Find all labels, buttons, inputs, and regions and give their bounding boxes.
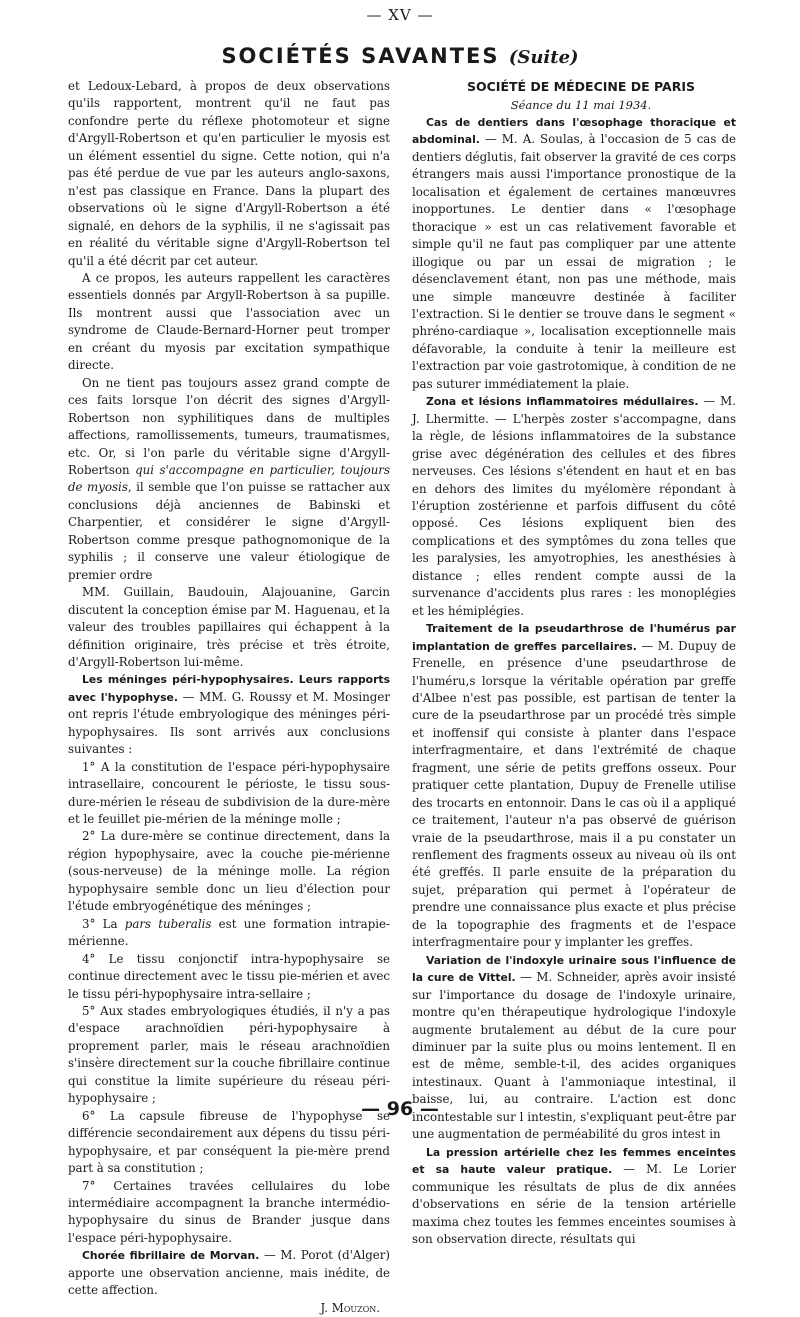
conclusion-text: 3° La <box>82 916 125 931</box>
paragraph: MM. Guillain, Baudouin, Alajouanine, Garcin discutent la conception émise par M. Haguenau, et la valeur des troubles papillaires qui échappent à la définition originaire, très précise et très étroite, d'Argyll-Robertson lui-même. <box>68 585 390 669</box>
page-title-text: SOCIÉTÉS SAVANTES <box>221 44 500 68</box>
paragraph-text: , il semble que l'on puisse se rattacher aux conclusions déjà anciennes de Babinski et Charpentier, et considérer le signe d'Argyll-Robertson comme presque pathognomonique de la syphilis ; il conserve une valeur étiologique de premier ordre <box>68 480 390 582</box>
emphasis-text: pars tuberalis <box>124 916 212 931</box>
conclusion-item: 7° Certaines travées cellulaires du lobe intermédiaire accompagnent la branche intermédio-hypophysaire du sinus de Brander jusque dans l'espace péri-hypophysaire. <box>68 1178 390 1245</box>
left-column <box>68 78 391 1315</box>
paragraph: A ce propos, les auteurs rappellent les caractères essentiels donnés par Argyll-Robertson à sa pupille. Ils montrent aussi que l'association avec un syndrome de Claude-Bernard-Horner peut tromper en créant du myosis par excitation sympathique directe. <box>68 270 390 373</box>
article-entry <box>68 671 390 758</box>
article-text: — MM. G. Roussy et M. Mosinger ont repris l'étude embryologique des méninges péri-hypophysaires. Ils sont arrivés aux conclusions suivantes : <box>68 689 390 757</box>
conclusion-item: 1° A la constitution de l'espace péri-hypophysaire intrasellaire, concourent le périoste, le tissu sous-dure-mérien le réseau de subdivision de la dure-mère et le feuillet pie-mérien de la méninge molle ; <box>68 759 390 827</box>
emphasis-text: qui s'accompagne en particulier, toujours de myosis <box>68 462 390 495</box>
article-title: Chorée fibrillaire de Morvan. <box>82 1249 260 1263</box>
article-text: — M. J. Lhermitte. — L'herpès zoster s'accompagne, dans la règle, de lésions inflammatoires de la substance grise avec dégénération des cellules et des fibres nerveuses. Ces lésions s'étendent en haut et en bas en dehors des limites du myélomère répondant à l'éruption zostérienne et parfois diffusent du côté opposé. Ces lésions expliquent bien des complications et des symptômes du zona telles que les paralysies, les amyotrophies, les anesthésies à distance ; elles rendent compte aussi de la survenance d'accidents plus rares : les monoplégies et les hémiplégies. <box>412 394 736 618</box>
session-date: Séance du 11 mai 1934. <box>510 98 652 112</box>
page-title-suite: (Suite) <box>508 47 579 68</box>
article-title: Zona et lésions inflammatoires médullaires. <box>426 395 699 409</box>
author-signature: J. Mouzon. <box>320 1300 380 1315</box>
article-text: — M. A. Soulas, à l'occasion de 5 cas de dentiers déglutis, fait observer la gravité de ces corps étrangers mais aussi l'importance pronostique de la localisation et également de certaines manœuvres inopportunes. Le dentier dans « l'œsophage thoracique » est un cas relativement favorable et simple qu'il ne faut pas compliquer par une attente illogique ou par un essai de migration ; le désenclavement étant, non pas une méthode, mais une simple manœuvre destinée à faciliter l'extraction. Si le dentier se trouve dans le segment « phréno-cardiaque », localisation exceptionnelle mais défavorable, la conduite à tenir la meilleure est l'extraction par voie gastrotomique, à condition de ne pas suturer immédiatement la plaie. <box>412 132 736 391</box>
article-title: Les méninges péri-hypophysaires. Leurs rapports avec l'hypophyse. <box>68 673 390 704</box>
conclusion-item: 2° La dure-mère se continue directement, dans la région hypophysaire, avec la couche pie-mérienne (sous-nerveuse) de la méninge molle. La région hypophysaire semble donc un lieu d'élection pour l'étude embryogénétique des méninges ; <box>68 829 390 914</box>
paragraph: et Ledoux-Lebard, à propos de deux observations qu'ils rapportent, montrent qu'il ne faut pas confondre perte du réflexe photomoteur et signe d'Argyll-Robertson et qu'en particulier le myosis est un élément essentiel du signe. Cette notion, qui n'a pas été perdue de vue par les auteurs anglo-saxons, n'est pas classique en France. Dans la plupart des observations où le signe d'Argyll-Robertson a été signalé, en dehors de la syphilis, il ne s'agissait pas en réalité du véritable signe d'Argyll-Robertson tel qu'il a été décrit par cet auteur. <box>68 79 390 268</box>
article-entry <box>68 1247 390 1299</box>
page-title <box>0 44 800 68</box>
article-entry <box>412 620 736 952</box>
article-entry <box>412 1144 736 1249</box>
article-title: Cas de dentiers dans l'œsophage thoracique et abdominal. <box>412 116 736 147</box>
conclusion-item: 6° La capsule fibreuse de l'hypophyse se différencie secondairement aux dépens du tissu péri-hypophysaire, et par conséquent la pie-mère prend part à sa constitution ; <box>68 1108 390 1176</box>
article-title: La pression artérielle chez les femmes enceintes et sa haute valeur pratique. <box>412 1145 736 1177</box>
article-text: — M. Le Lorier communique les résultats de plus de dix années d'observations en série de la tension artérielle maxima chez toutes les femmes enceintes soumises à son observation directe, résultats qui <box>412 1162 736 1246</box>
article-title: Traitement de la pseudarthrose de l'humérus par implantation de greffes parcellaires. <box>412 622 736 653</box>
article-text: — M. Dupuy de Frenelle, en présence d'une pseudarthrose de l'huméru,s lorsque la véritable opération par greffe d'Albee n'est pas possible, est partisan de tenter la cure de la pseudarthrose par un procédé très simple et inoffensif qui consiste à planter dans l'espace interfragmentaire, et dans l'extrémité de chaque fragment, une série de petits greffons osseux. Pour pratiquer cette plantation, Dupuy de Frenelle utilise des trocarts en entonnoir. Dans le cas où il a appliqué ce traitement, l'auteur n'a pas observé de guérison vraie de la pseudarthrose, mais il a pu constater un renflement des fragments osseux au niveau où ils ont été greffés. Il parle ensuite de la préparation du sujet, préparation qui permet à l'opérateur de prendre une connaissance plus exacte et plus précise de la topographie des fragments et de l'espace interfragmentaire pour y implanter les greffes. <box>412 638 737 950</box>
article-title: Variation de l'indoxyle urinaire sous l'influence de la cure de Vittel. <box>412 953 736 985</box>
conclusion-item: 4° Le tissu conjonctif intra-hypophysaire se continue directement avec le tissu pie-mérien et avec le tissu péri-hypophysaire intra-sellaire ; <box>68 951 390 1001</box>
article-text: — M. Schneider, après avoir insisté sur l'importance du dosage de l'indoxyle urinaire, montre qu'en thérapeutique hydrologique l'indoxyle augmente brutalement au début de la cure pour diminuer par la suite plus ou moins lentement. Il en est de même, semble-t-il, des acides organiques intestinaux. Quant à l'ammoniaque intestinal, il baisse, lui, au contraire. L'action est donc incontestable sur l intestin, s'expliquant peut-être par une augmentation de perméabilité du gros intest in <box>412 970 736 1142</box>
right-column <box>412 78 737 1246</box>
page-number: — 96 — <box>361 1098 439 1120</box>
roman-page-number: — XV — <box>366 6 434 24</box>
paragraph <box>68 375 390 584</box>
society-heading: SOCIÉTÉ DE MÉDECINE DE PARIS <box>467 79 695 94</box>
article-entry <box>412 114 736 393</box>
article-text: — M. Porot (d'Alger) apporte une observation ancienne, mais inédite, de cette affection. <box>68 1248 391 1298</box>
paragraph-text: On ne tient pas toujours assez grand compte de ces faits lorsque l'on décrit des signes d'Argyll-Robertson non syphilitiques dans de multiples affections, ramollissements, tumeurs, traumatismes, etc. Or, si l'on parle du véritable signe d'Argyll-Robertson <box>68 375 390 477</box>
conclusion-item <box>68 916 390 951</box>
article-entry <box>412 393 736 620</box>
conclusion-item: 5° Aux stades embryologiques étudiés, il n'y a pas d'espace arachnoïdien péri-hypophysaire à proprement parler, mais le réseau arachnoïdien s'insère directement sur la couche fibrillaire continue qui constitue la limite supérieure du réseau péri-hypophysaire ; <box>68 1004 390 1106</box>
conclusion-text: est une formation intrapie-mérienne. <box>68 916 390 949</box>
